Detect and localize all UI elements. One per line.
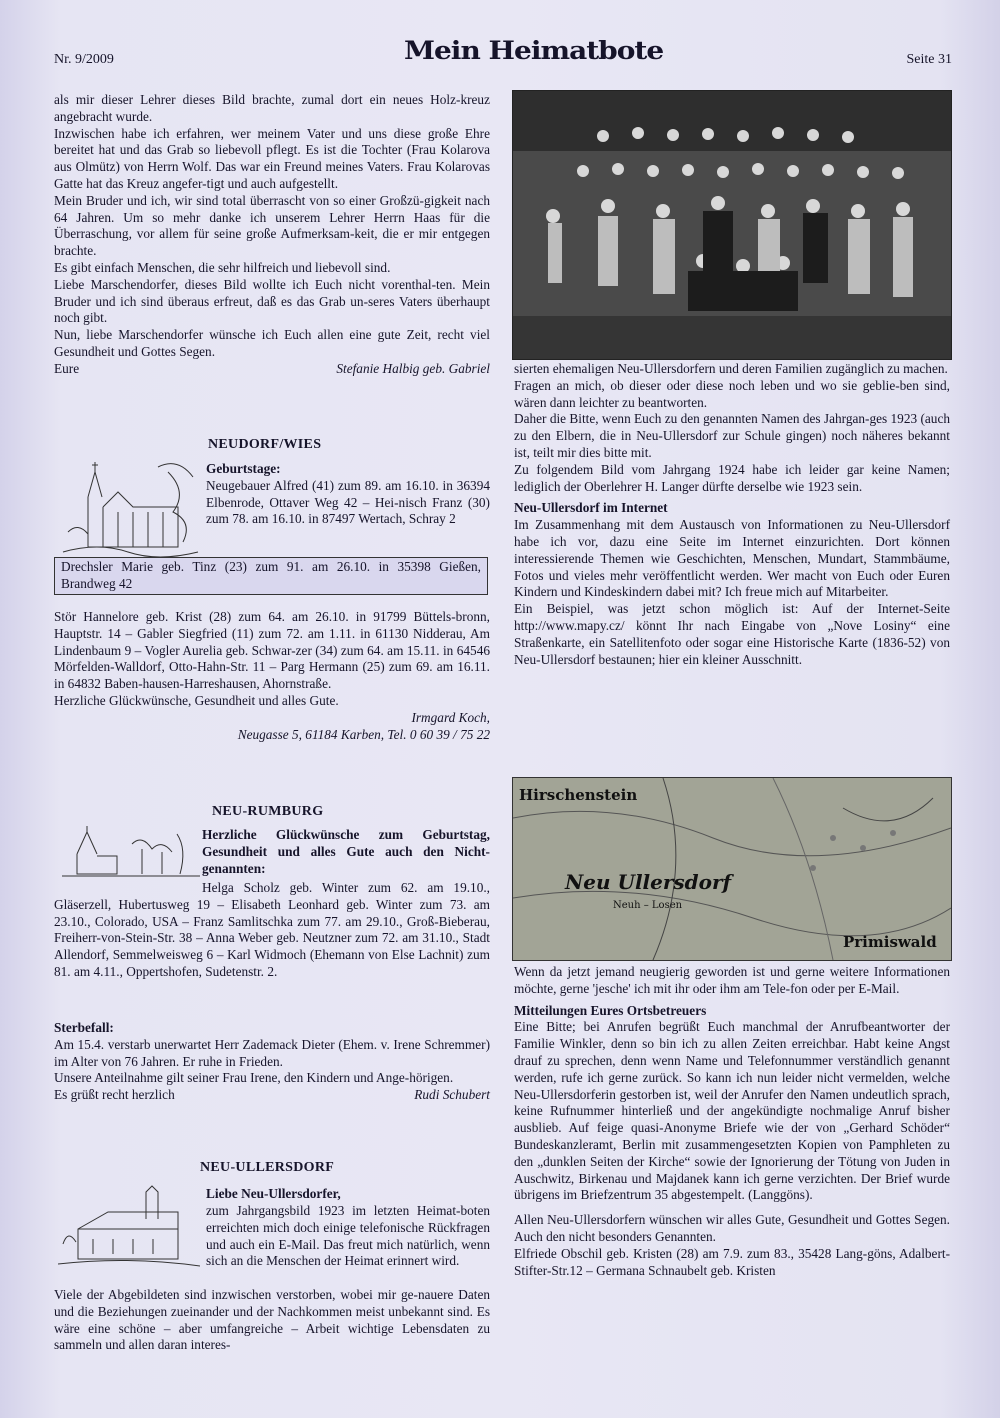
paragraph: Daher die Bitte, wenn Euch zu den genannten Namen des Jahrgan-ges 1923 (auch zu den Elbern, die in Neu-Ullersdorf zur Schule gingen) noch näheres bekannt ist, teilt mir dies bitte mit. — [514, 411, 950, 460]
signature: Irmgard Koch, — [411, 709, 490, 725]
paragraph: Zu folgendem Bild vom Jahrgang 1924 habe ich leider gar keine Namen; lediglich der Oberlehrer H. Langer dürfte derselbe wie 1923 sein. — [514, 461, 950, 494]
church-sketch-icon — [58, 1184, 200, 1274]
paragraph: als mir dieser Lehrer dieses Bild brachte, zumal dort ein neues Holz-kreuz angebracht wurde. — [54, 92, 490, 124]
death-notice — [54, 1020, 490, 1104]
paragraph: Im Zusammenhang mit dem Austausch von Informationen zu Neu-Ullersdorf habe ich vor, dazu eine Seite im Internet einzurichten. Dort können interessierende Themen wie Geschichten, Menschen, Mundart, Stammbäume, Fotos und vieles mehr veröffentlicht werden. Wer macht von Euch oder Euren Kindern und Kindeskindern dabei mit? Ich freue mich auf Mitarbeiter. — [514, 517, 950, 600]
paragraph: Wenn da jetzt jemand neugierig geworden ist und gerne weitere Informationen möchte, gerne 'jesche' ich mit ihr oder ihm am Tele-fon oder per E-Mail. — [514, 964, 950, 996]
paragraph: zum Jahrgangsbild 1923 im letzten Heimat-boten erreichten mich doch einige telefonische Rückfragen und auch ein E-Mail. Das freut mich natürlich, wenn sich an die Menschen der Heimat erinnert wird. — [206, 1203, 490, 1269]
paragraph: Fragen an mich, ob dieser oder diese noch leben und wo sie geblie-ben sind, wären dann leichter zu beantworten. — [514, 377, 950, 410]
paragraph: Neugebauer Alfred (41) zum 89. am 16.10. in 36394 Elbenrode, Ottaver Weg 42 – Hei-nisch Franz (30) zum 78. am 16.10. in 87497 Wertach, Schray 2 — [206, 477, 490, 527]
map-label: Primiswald — [843, 933, 937, 951]
birthday-list — [54, 609, 490, 743]
section-title: NEU-ULLERSDORF — [200, 1160, 335, 1175]
masthead: Mein Heimatbote — [404, 35, 664, 66]
signature-address: Neugasse 5, 61184 Karben, Tel. 0 60 39 / 75 22 — [237, 726, 490, 742]
article-text — [514, 964, 950, 1279]
paragraph: Am 15.4. verstarb unerwartet Herr Zademack Dieter (Ehem. v. Irene Schremmer) im Alter von 76 Jahren. Er ruhe in Frieden. — [54, 1036, 490, 1069]
paragraph: Allen Neu-Ullersdorfern wünschen wir alles Gute, Gesundheit und Gottes Segen. Auch den nicht besonders Genannten. — [514, 1212, 950, 1244]
section-title: NEU-RUMBURG — [212, 804, 324, 819]
signature: Stefanie Halbig geb. Gabriel — [336, 360, 490, 376]
paragraph: Eine Bitte; bei Anrufen begrüßt Euch manchmal der Anrufbeantworter der Familie Winkler, denn so bin ich zu allen Zeiten erreichbar. Habt keine Angst drauf zu sprechen, denn wenn Name und Telefonnummer verständlich genannt werden, rufe ich gerne zurück. So kann ich nun leider nicht vermelden, welche Neu-Ullersdorferin gestorben ist, weil der Anrufer den Namen undeutlich sprach, keine Rufnummer hinterließ und der angekündigte nochmalige Anruf bisher ausblieb. Auf feige quasi-Anonyme Briefe wie der von „Gerhard Schöder“ Bundeskanzleramt, Berlin mit zusammengesetzten Kopien von Pamphleten zu den „dunklen Seiten der Kirche“ sowie der Ignorierung der Tötung von Juden in Auschwitz, Birkenau und Majdanek kann ich gerne verzichten. Der Brief wurde übrigens im Briefzentrum 35 abgestempelt. (Langgöns). — [514, 1019, 950, 1203]
historic-map — [512, 777, 952, 961]
greeting-bold: Liebe Neu-Ullersdorfer, — [206, 1186, 341, 1201]
paragraph: Ein Beispiel, was jetzt schon möglich ist: Auf der Internet-Seite http://www.mapy.cz/ könnt Ihr nach Eingabe von „Nove Losiny“ eine Straßenkarte, ein Satellitenfoto oder sogar eine Historische Karte (1836-52) von Neu-Ullersdorf bestaunen; hier ein kleiner Ausschnitt. — [514, 601, 950, 667]
highlight-box: Drechsler Marie geb. Tinz (23) zum 91. am 26.10. in 35398 Gießen, Brandweg 42 — [54, 557, 488, 595]
greeting-bold: Herzliche Glückwünsche zum Geburtstag, Gesundheit und alles Gute auch den Nicht-genannten: — [202, 827, 490, 876]
paragraph: Es gibt einfach Menschen, die sehr hilfreich und liebevoll sind. — [54, 259, 391, 275]
paragraph: Viele der Abgebildeten sind inzwischen verstorben, wobei mir ge-nauere Daten und die Beziehungen zueinander und der Nachkommen meist unbekannt sind. Es wäre eine schöne – aber umfangreiche – Arbeit wichtige Lebensdaten zu sammeln und allen daran interes- — [54, 1287, 490, 1353]
signature: Rudi Schubert — [414, 1087, 490, 1103]
paragraph: Mein Bruder und ich, wir sind total überrascht von so einer Großzü-gigkeit nach 64 Jahren. Um so mehr danke ich unserem Lehrer Herrn Haas für die Überraschung, vor allem für seine große Aufmerksam-keit, die er mir entgegen brachte. — [54, 192, 490, 259]
group-photo — [512, 90, 952, 360]
page-number: Seite 31 — [906, 52, 952, 67]
paragraph: sierten ehemaligen Neu-Ullersdorfern und deren Familien zugänglich zu machen. — [514, 361, 948, 376]
article-text — [514, 361, 950, 668]
issue-number: Nr. 9/2009 — [54, 52, 114, 67]
map-label: Neuh – Losen — [613, 900, 683, 911]
birthday-list: Helga Scholz geb. Winter zum 62. am 19.10., Gläserzell, Hubertusweg 19 – Elisabeth Leonhard geb. Winter zum 73. am 23.10., Colorado, USA – Franz Samlitschka zum 77. am 29.10., Groß-Bieberau, Freiherr-von-Stein-Str. 38 – Anna Weber geb. Neutzner zum 72. am 31.10., Stadt Allendorf, Semmelweisweg 6 – Karl Widmoch (Ehemann von Else Lachnit) zum 81. am 4.11., Oppertshofen, Sudetenstr. 2. — [54, 880, 490, 979]
letter-text — [54, 92, 490, 378]
subheading: Mitteilungen Eures Ortsbetreuers — [514, 1002, 707, 1018]
paragraph: Liebe Marschendorfer, dieses Bild wollte ich Euch nicht vorenthal-ten. Mein Bruder und ich sind überaus erfreut, daß es das Grab un-seres Vaters überhaupt noch gibt. — [54, 276, 490, 326]
church-sketch-icon — [58, 452, 200, 564]
paragraph: Unsere Anteilnahme gilt seiner Frau Irene, den Kindern und Ange-hörigen. — [54, 1070, 454, 1086]
paragraph: Herzliche Glückwünsche, Gesundheit und alles Gute. — [54, 692, 339, 708]
subheading: Sterbefall: — [54, 1020, 114, 1035]
paragraph: Elfriede Obschil geb. Kristen (28) am 7.9. zum 83., 35428 Lang-göns, Adalbert-Stifter-Str.12 – Germana Schnaubelt geb. Kristen — [514, 1245, 950, 1278]
closing: Es grüßt recht herzlich — [54, 1087, 175, 1103]
section-title: NEUDORF/WIES — [208, 437, 322, 452]
birthday-block — [206, 461, 490, 528]
map-label: Neu Ullersdorf — [565, 870, 732, 894]
subheading: Neu-Ullersdorf im Internet — [514, 500, 668, 516]
subheading: Geburtstage: — [206, 461, 281, 476]
paragraph: Nun, liebe Marschendorfer wünsche ich Euch allen eine gute Zeit, recht viel Gesundheit und Gottes Segen. — [54, 327, 490, 359]
map-label: Hirschenstein — [519, 786, 638, 804]
paragraph: Stör Hannelore geb. Krist (28) zum 64. am 26.10. in 91799 Büttels-bronn, Hauptstr. 14 – Gabler Siegfried (11) zum 72. am 1.11. in 61130 Nidderau, Am Lindenbaum 9 – Vogler Aurelia geb. Schwar-zer (34) zum 64. am 15.11. in 64546 Mörfelden-Walldorf, Otto-Hahn-Str. 11 – Parg Hermann (25) zum 69. am 16.11. in 64832 Baben-hausen-Harreshausen, Ahornstraße. — [54, 609, 490, 692]
photo-figures — [513, 91, 951, 359]
church-sketch-icon — [62, 824, 200, 882]
paragraph: Inzwischen habe ich erfahren, wer meinem Vater und uns diese große Ehre bereitet hat und das Grab so liebevoll pflegt. Es ist die Tochter (Frau Kolarova aus Olmütz) von Herrn Wolf. Das war ein Freund meines Vaters. Frau Kolarovas Gatte hat das Kreuz angefer-tigt und auch aufgestellt. — [54, 125, 490, 191]
closing: Eure — [54, 360, 80, 376]
